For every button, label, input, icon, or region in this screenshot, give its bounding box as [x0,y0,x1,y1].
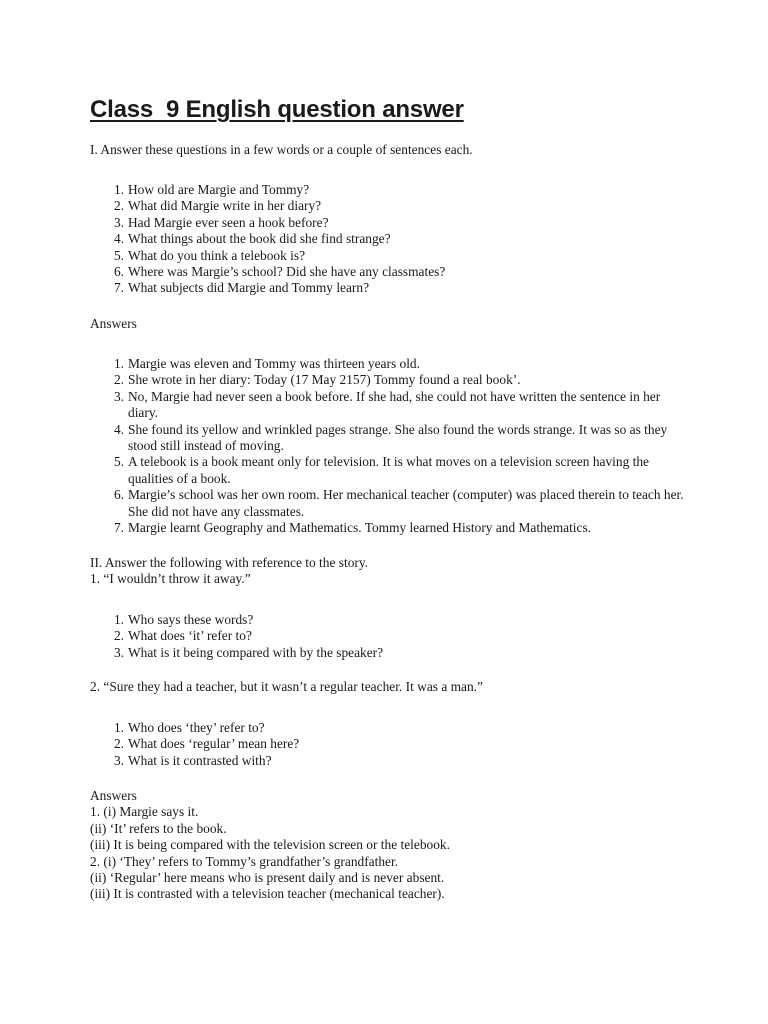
item-text: She found its yellow and wrinkled pages strange. She also found the words strange. It was so as they stood still instead of moving. [128,421,668,454]
item-number: 2. [113,198,124,214]
item-number: 1. [113,612,124,627]
list-item [90,645,690,661]
list-item [90,454,690,487]
item-number: 2. [113,736,124,752]
item-text: What does ‘regular’ mean here? [128,736,300,752]
quote-2: 2. “Sure they had a teacher, but it wasn’t a regular teacher. It was a man.” [90,679,483,694]
item-text: Where was Margie’s school? Did she have any classmates? [128,264,446,280]
item-text: Margie learnt Geography and Mathematics. Tommy learned History and Mathematics. [128,520,592,536]
answer-line: (iii) It is contrasted with a television teacher (mechanical teacher). [90,886,445,902]
item-number: 4. [113,421,124,437]
list-item [90,628,690,644]
item-text: Had Margie ever seen a hook before? [128,214,329,230]
section2-answers [90,788,450,903]
item-number: 6. [113,264,124,280]
item-number: 6. [113,487,124,503]
item-number: 1. [113,720,124,735]
list-item [90,612,690,628]
item-text: How old are Margie and Tommy? [128,182,310,197]
quote-1: 1. “I wouldn’t throw it away.” [90,571,251,586]
answer-line: (ii) ‘It’ refers to the book. [90,820,227,836]
item-text: What did Margie write in her diary? [128,198,322,214]
list-item [90,231,690,247]
item-text: What is it being compared with by the speaker? [128,644,384,660]
item-text: No, Margie had never seen a book before. If she had, she could not have written the sentence in her diary. [128,388,661,421]
page-title: Class 9 English question answer [90,96,464,123]
item-number: 3. [113,214,124,230]
quote1-question-list [90,612,690,661]
list-item [90,422,690,455]
list-item [90,182,690,198]
item-text: What things about the book did she find strange? [128,231,391,247]
answer-line: 1. (i) Margie says it. [90,804,199,820]
item-text: What does ‘it’ refer to? [128,628,252,644]
item-number: 2. [113,628,124,644]
item-number: 1. [113,356,124,371]
list-item [90,520,690,536]
item-number: 3. [113,388,124,404]
list-item [90,248,690,264]
list-item [90,264,690,280]
item-number: 7. [113,280,124,296]
item-number: 5. [113,247,124,263]
item-text: Who says these words? [128,612,254,627]
list-item [90,215,690,231]
item-number: 5. [113,454,124,470]
section1-answer-list [90,356,690,536]
list-item [90,753,690,769]
item-text: Who does ‘they’ refer to? [128,720,265,735]
item-number: 3. [113,644,124,660]
answer-line: 2. (i) ‘They’ refers to Tommy’s grandfather’s grandfather. [90,853,399,869]
list-item [90,356,690,372]
list-item [90,389,690,422]
item-number: 2. [113,372,124,388]
item-number: 3. [113,752,124,768]
item-text: She wrote in her diary: Today (17 May 2157) Tommy found a real book’. [128,372,521,388]
answers-label: Answers [90,788,137,803]
answers-label: Answers [90,316,137,331]
item-number: 7. [113,520,124,536]
section1-question-list [90,182,690,297]
section2-heading: II. Answer the following with reference to the story. [90,555,369,570]
list-item [90,280,690,296]
item-text: What is it contrasted with? [128,752,272,768]
item-text: A telebook is a book meant only for television. It is what moves on a television screen having the qualities of a book. [128,454,650,486]
list-item [90,198,690,214]
item-text: Margie was eleven and Tommy was thirteen years old. [128,356,420,371]
answer-line: (iii) It is being compared with the television screen or the telebook. [90,837,450,853]
list-item [90,736,690,752]
item-number: 1. [113,182,124,197]
list-item [90,372,690,388]
section1-heading: I. Answer these questions in a few words or a couple of sentences each. [90,142,473,157]
item-text: What do you think a telebook is? [128,247,306,263]
item-number: 4. [113,231,124,247]
item-text: Margie’s school was her own room. Her mechanical teacher (computer) was placed therein to teach her. She did not have any classmates. [128,487,684,519]
item-text: What subjects did Margie and Tommy learn? [128,280,370,296]
list-item [90,720,690,736]
list-item [90,487,690,520]
quote2-question-list [90,720,690,769]
answer-line: (ii) ‘Regular’ here means who is present daily and is never absent. [90,870,445,886]
